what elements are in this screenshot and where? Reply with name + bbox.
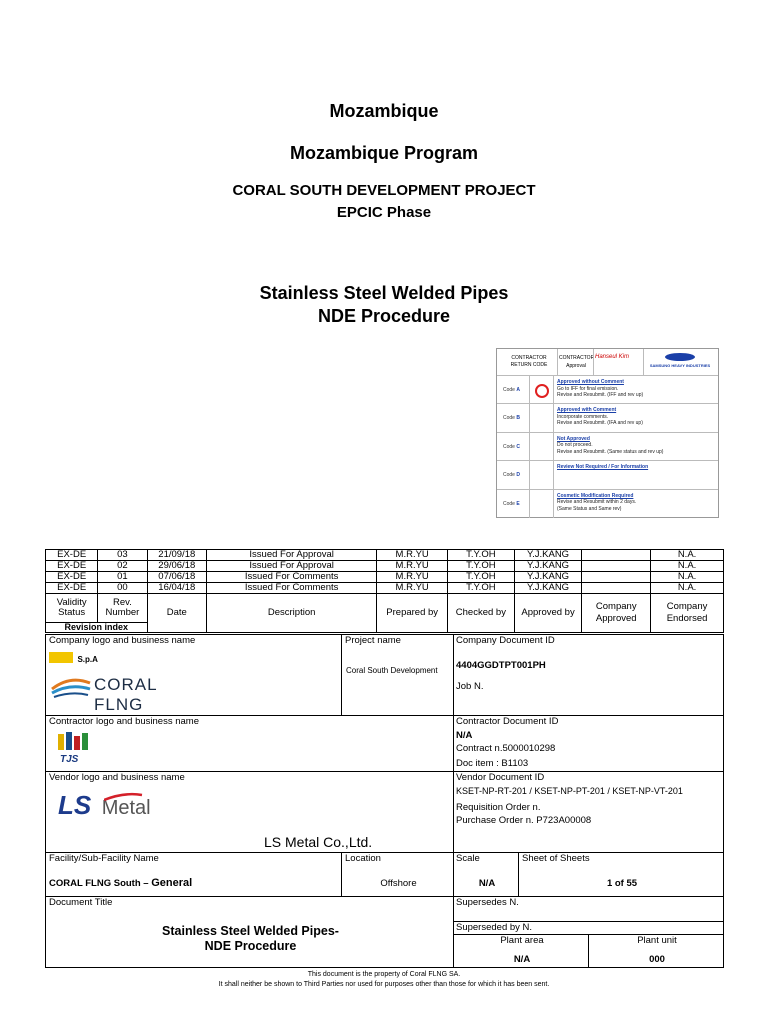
contractor-label: CONTRACTOR [559, 355, 595, 361]
stamp-code-row [497, 403, 718, 432]
stamp-code-text [557, 464, 714, 471]
scale-box [453, 852, 519, 897]
eni-spa-text: S.p.A [77, 655, 98, 664]
review-stamp [496, 348, 719, 518]
plant-area-value: N/A [513, 954, 531, 965]
stamp-code-label [503, 472, 520, 478]
revision-cell-status: EX-DE [46, 583, 98, 594]
document-title-label: Document Title [49, 897, 113, 908]
stamp-code-row [497, 375, 718, 404]
stamp-code-instruction: Incorporate comments. [557, 413, 609, 420]
header-checked-by: Checked by [448, 594, 515, 633]
stamp-code-letter: A [516, 387, 520, 393]
revision-cell-date: 16/04/18 [147, 583, 206, 594]
header-validity-status: Validity Status [46, 594, 98, 623]
coral-flng-logo [50, 669, 210, 714]
facility-box [45, 852, 342, 897]
revision-cell-rev: 00 [98, 583, 147, 594]
stamp-code-instruction: Do not proceed. [557, 442, 593, 449]
coral-wave-icon [50, 669, 92, 701]
revision-row [46, 583, 724, 594]
stamp-header [497, 349, 718, 375]
header-company-endorsed: Company Endorsed [651, 594, 724, 633]
revision-cell-approved: Y.J.KANG [514, 561, 582, 572]
revision-cell-desc: Issued For Approval [207, 561, 377, 572]
stamp-code-text [557, 407, 714, 427]
stamp-code-word: Code [503, 500, 515, 507]
revision-cell-approved: Y.J.KANG [514, 550, 582, 561]
contractor-doc-id-value: N/A [456, 730, 473, 741]
stamp-code-label [503, 415, 520, 421]
job-number-label: Job N. [456, 681, 484, 692]
country-heading: Mozambique [329, 101, 439, 121]
revision-cell-approved: Y.J.KANG [514, 583, 582, 594]
coral-flng-text: CORAL FLNG [94, 675, 157, 714]
selected-code-circle-icon [535, 384, 549, 398]
scale-label: Scale [456, 853, 480, 864]
vendor-doc-id-value: KSET-NP-RT-201 / KSET-NP-PT-201 / KSET-NP-VT-201 [456, 786, 683, 796]
project-label: Project name [345, 635, 401, 646]
vendor-name: LS Metal Co.,Ltd. [264, 834, 373, 850]
header-approved-by: Approved by [514, 594, 582, 633]
revision-cell-prepared: M.R.YU [377, 550, 448, 561]
stamp-code-instruction: Revise and Resubmit. (Same status and rev up) [557, 448, 664, 455]
revision-row [46, 550, 724, 561]
company-doc-id-label: Company Document ID [456, 635, 555, 646]
header-company-approved: Company Approved [582, 594, 651, 633]
revision-cell-endorsed: N.A. [651, 572, 724, 583]
document-title-value [46, 924, 455, 954]
eni-dog-icon [49, 652, 73, 663]
superseded-by-label: Superseded by N. [456, 922, 533, 933]
sheet-box [518, 852, 724, 897]
stamp-code-label [503, 444, 520, 450]
project-heading: CORAL SOUTH DEVELOPMENT PROJECT [232, 182, 536, 199]
scale-value: N/A [478, 878, 496, 889]
revision-cell-approved: Y.J.KANG [514, 572, 582, 583]
revision-cell-date: 21/09/18 [147, 550, 206, 561]
stamp-code-letter: D [516, 472, 520, 479]
tjs-logo [52, 730, 96, 768]
tjs-text: TJS [60, 754, 79, 765]
revision-cell-desc: Issued For Comments [207, 583, 377, 594]
header-rev-number: Rev. Number [98, 594, 147, 623]
plant-unit-box [588, 934, 724, 968]
revision-cell-desc: Issued For Approval [207, 550, 377, 561]
doc-item: Doc item : B1103 [456, 758, 529, 769]
revision-cell-prepared: M.R.YU [377, 583, 448, 594]
footer-line1: This document is the property of Coral FLNG SA. [307, 971, 461, 978]
contractor-doc-id-label: Contractor Document ID [456, 716, 559, 727]
revision-cell-prepared: M.R.YU [377, 561, 448, 572]
facility-subvalue: General [151, 877, 193, 889]
stamp-code-row [497, 432, 718, 461]
plant-area-box [453, 934, 589, 968]
revision-row [46, 572, 724, 583]
contract-number: Contract n.5000010298 [456, 743, 556, 754]
plant-area-label: Plant area [500, 935, 544, 946]
ls-metal-logo [58, 790, 151, 821]
stamp-code-instruction: Revise and Resubmit within 2 days. [557, 499, 637, 506]
stamp-code-instruction: Go to IFF for final emission. [557, 385, 619, 392]
revision-row [46, 561, 724, 572]
stamp-code-title: Cosmetic Modification Required [557, 492, 634, 499]
facility-label: Facility/Sub-Facility Name [49, 853, 159, 864]
revision-cell-company-approved [582, 550, 651, 561]
revision-cell-rev: 03 [98, 550, 147, 561]
header-prepared-by: Prepared by [377, 594, 448, 633]
stamp-code-text [557, 493, 714, 513]
stamp-code-letter: E [516, 500, 520, 507]
revision-cell-status: EX-DE [46, 561, 98, 572]
vendor-doc-box [453, 771, 724, 853]
revision-cell-date: 29/06/18 [147, 561, 206, 572]
stamp-code-instruction: (Same Status and Same rev) [557, 505, 622, 512]
project-value: Coral South Development [346, 666, 438, 675]
sheet-label: Sheet of Sheets [522, 853, 590, 864]
eni-logo [49, 649, 98, 667]
document-title-value-line1: Stainless Steel Welded Pipes- [162, 924, 339, 938]
revision-cell-endorsed: N.A. [651, 583, 724, 594]
stamp-code-letter: C [516, 443, 520, 450]
ls-swoosh-icon [104, 792, 144, 802]
purchase-order: Purchase Order n. P723A00008 [456, 815, 592, 826]
stamp-code-instruction: Revise and Resubmit. (IFF and rev up) [557, 392, 644, 398]
revision-cell-rev: 02 [98, 561, 147, 572]
revision-cell-checked: T.Y.OH [448, 561, 515, 572]
vendor-label: Vendor logo and business name [49, 772, 185, 783]
revision-cell-endorsed: N.A. [651, 561, 724, 572]
stamp-code-title: Approved with Comment [557, 407, 617, 414]
supersedes-label: Supersedes N. [456, 897, 519, 908]
header-date: Date [147, 594, 206, 633]
stamp-code-instruction: Revise and Resubmit. (IFA and rev up) [557, 420, 643, 427]
location-label: Location [345, 853, 381, 864]
company-label: Company logo and business name [49, 635, 196, 646]
revision-cell-company-approved [582, 572, 651, 583]
header-description: Description [207, 594, 377, 633]
stamp-code-label [503, 501, 520, 507]
vendor-doc-id-label: Vendor Document ID [456, 772, 545, 783]
contractor-label: Contractor logo and business name [49, 716, 199, 727]
revision-index-label: Revision index [46, 623, 148, 633]
stamp-code-letter: B [516, 415, 520, 422]
stamp-code-text [557, 379, 714, 399]
footer-line2: It shall neither be shown to Third Parties nor used for purposes other than those for which it has been sent. [218, 981, 550, 988]
stamp-code-title: Review Not Required / For Information [557, 464, 649, 471]
requisition-order: Requisition Order n. [456, 802, 541, 813]
ls-logo-text: LS [58, 790, 92, 820]
revision-cell-checked: T.Y.OH [448, 550, 515, 561]
stamp-code-row [497, 489, 718, 518]
stamp-code-word: Code [503, 443, 515, 450]
revision-header-row [46, 594, 724, 623]
revision-cell-desc: Issued For Comments [207, 572, 377, 583]
stamp-code-title: Not Approved [557, 435, 590, 442]
revision-cell-prepared: M.R.YU [377, 572, 448, 583]
document-title-line2: NDE Procedure [317, 306, 451, 326]
stamp-code-word: Code [503, 387, 515, 393]
revision-cell-checked: T.Y.OH [448, 572, 515, 583]
tjs-emblem-icon [52, 730, 96, 756]
stamp-code-word: Code [503, 415, 515, 422]
stamp-code-title: Approved without Comment [557, 379, 624, 385]
samsung-logo-text: SAMSUNG HEAVY INDUSTRIES [649, 363, 711, 368]
revision-table [45, 549, 724, 633]
stamp-code-row [497, 460, 718, 489]
sheet-value: 1 of 55 [606, 878, 638, 889]
return-code-label: CONTRACTOR RETURN CODE [510, 355, 548, 368]
revision-cell-company-approved [582, 561, 651, 572]
document-title-box [45, 896, 454, 968]
program-heading: Mozambique Program [289, 143, 479, 163]
document-title-value-line2: NDE Procedure [204, 939, 297, 953]
document-title-line1: Stainless Steel Welded Pipes [259, 283, 509, 303]
project-box [341, 634, 454, 716]
company-doc-box [453, 634, 724, 716]
company-box [45, 634, 342, 716]
approval-label: Approval [566, 363, 586, 369]
vendor-box [45, 771, 454, 853]
contractor-doc-box [453, 715, 724, 772]
revision-rows [46, 550, 724, 594]
plant-unit-value: 000 [649, 954, 665, 965]
facility-value: CORAL FLNG South – [49, 878, 152, 889]
supersedes-box [453, 896, 724, 922]
plant-unit-label: Plant unit [637, 935, 677, 946]
revision-cell-status: EX-DE [46, 550, 98, 561]
revision-cell-company-approved [582, 583, 651, 594]
stamp-code-label [503, 387, 520, 393]
location-box [341, 852, 454, 897]
revision-cell-date: 07/06/18 [147, 572, 206, 583]
location-value: Offshore [380, 878, 417, 889]
revision-cell-endorsed: N.A. [651, 550, 724, 561]
samsung-logo [645, 353, 715, 371]
revision-cell-status: EX-DE [46, 572, 98, 583]
superseded-by-box [453, 921, 724, 935]
phase-heading: EPCIC Phase [336, 204, 432, 221]
metal-logo-text: Metal [101, 797, 151, 819]
approver-signature: Hanseul Kim [595, 354, 630, 360]
revision-cell-checked: T.Y.OH [448, 583, 515, 594]
stamp-code-word: Code [503, 472, 515, 479]
stamp-code-text [557, 436, 714, 456]
revision-cell-rev: 01 [98, 572, 147, 583]
company-doc-id-value: 4404GGDTPT001PH [456, 660, 546, 671]
contractor-box [45, 715, 454, 772]
